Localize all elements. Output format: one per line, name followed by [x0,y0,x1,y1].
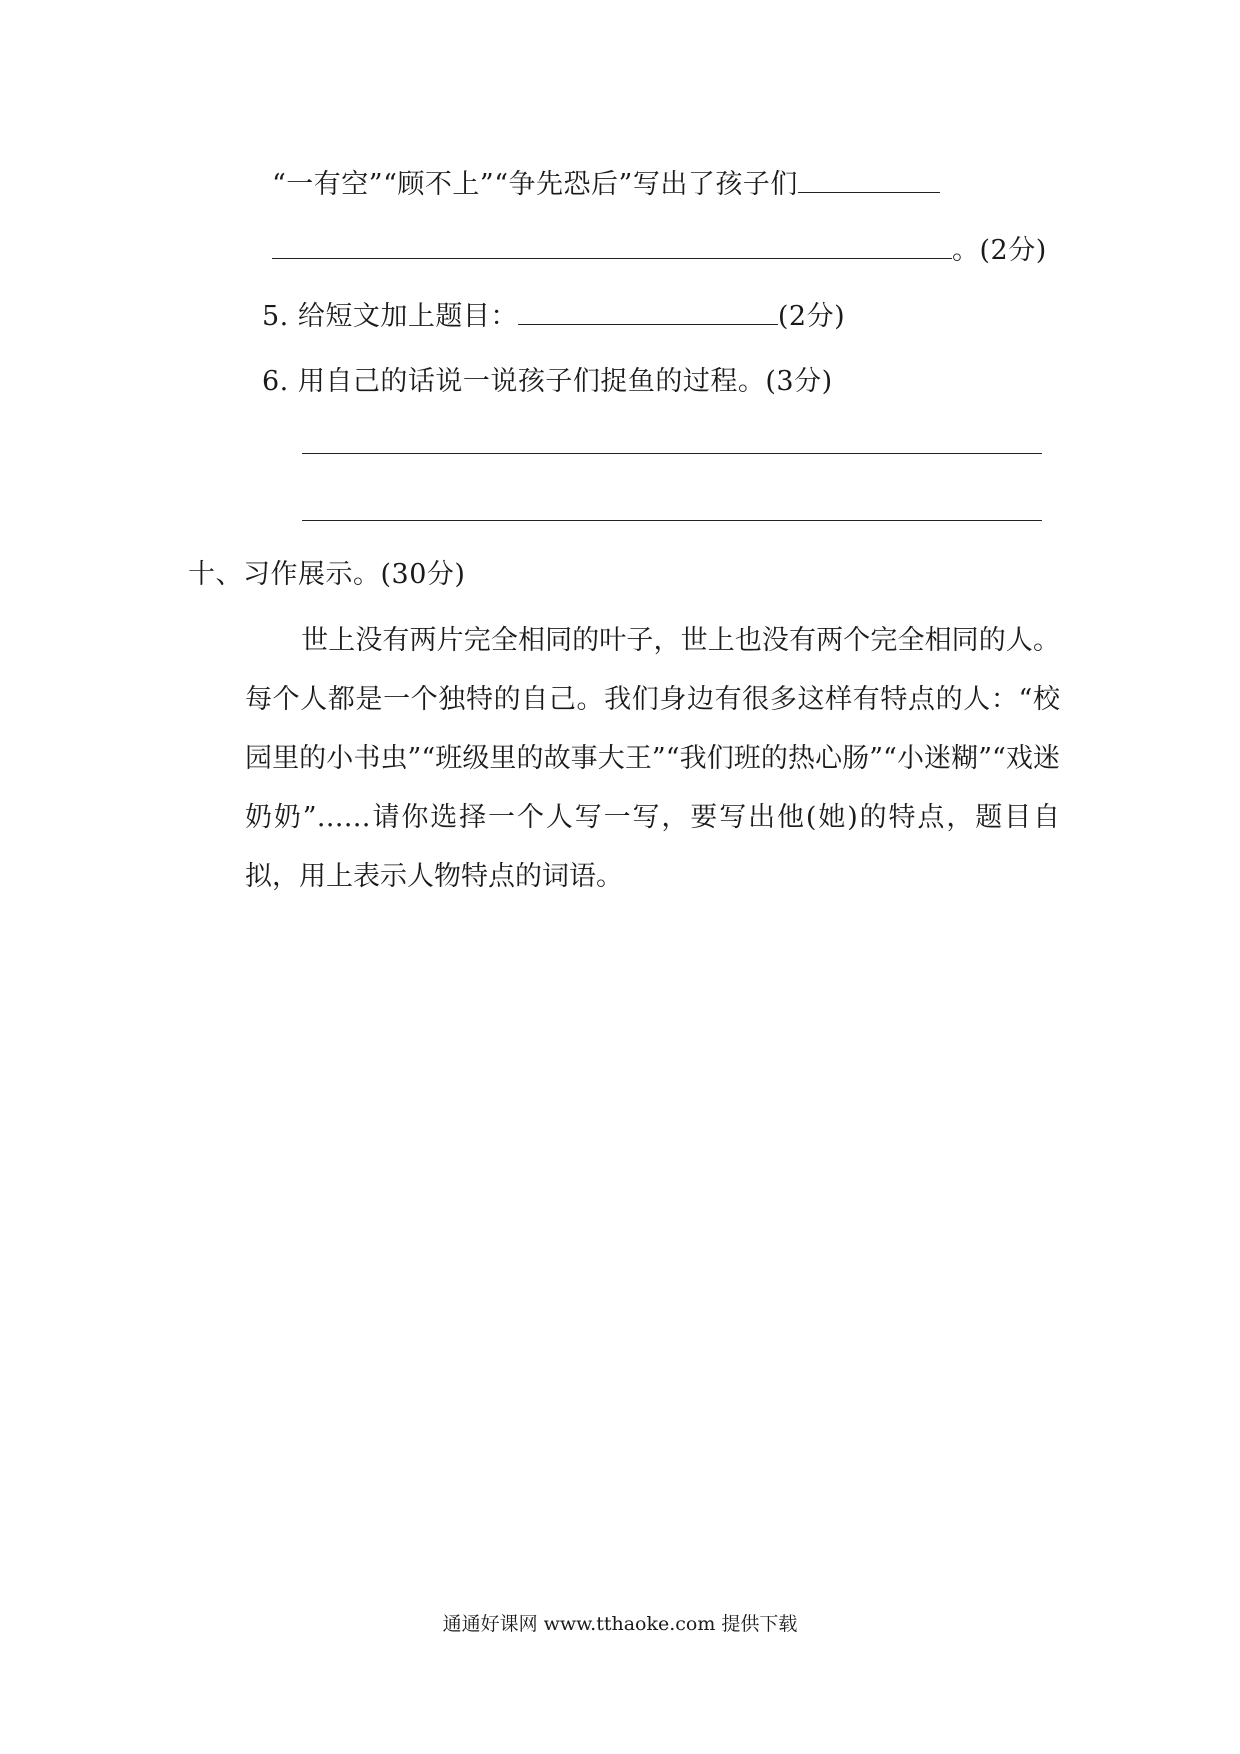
answer-blank[interactable] [272,230,952,259]
question-4-line-1 [272,164,940,205]
question-5-score: (2分) [777,301,846,332]
question-6-text: 用自己的话说一说孩子们捉鱼的过程。(3分) [297,366,833,397]
answer-blank[interactable] [798,164,940,193]
question-number: 5. [262,301,289,332]
question-5 [262,296,845,337]
question-4-score: 。(2分) [952,235,1047,266]
question-5-text: 给短文加上题目： [297,301,518,332]
answer-line[interactable] [302,520,1042,521]
question-6 [262,362,833,402]
question-4-prompt: “一有空”“顾不上”“争先恐后”写出了孩子们 [272,169,798,200]
footer-credit: 通通好课网 www.tthaoke.com 提供下载 [442,1613,798,1635]
title-answer-blank[interactable] [518,296,778,325]
writing-prompt-text: 世上没有两片完全相同的叶子，世上也没有两个完全相同的人。每个人都是一个独特的自己。我们身边有很多这样有特点的人：“校园里的小书虫”“班级里的故事大王”“我们班的热心肠”“小迷糊”“戏迷奶奶”……请你选择一个人写一写，要写出他(她)的特点，题目自拟，用上表示人物特点的词语。 [245,625,1060,892]
writing-prompt-paragraph [245,611,1060,906]
question-number: 6. [262,366,289,397]
answer-line[interactable] [302,453,1042,454]
question-4-line-2 [272,230,1047,271]
section-10-heading: 十、习作展示。(30分) [188,559,466,590]
